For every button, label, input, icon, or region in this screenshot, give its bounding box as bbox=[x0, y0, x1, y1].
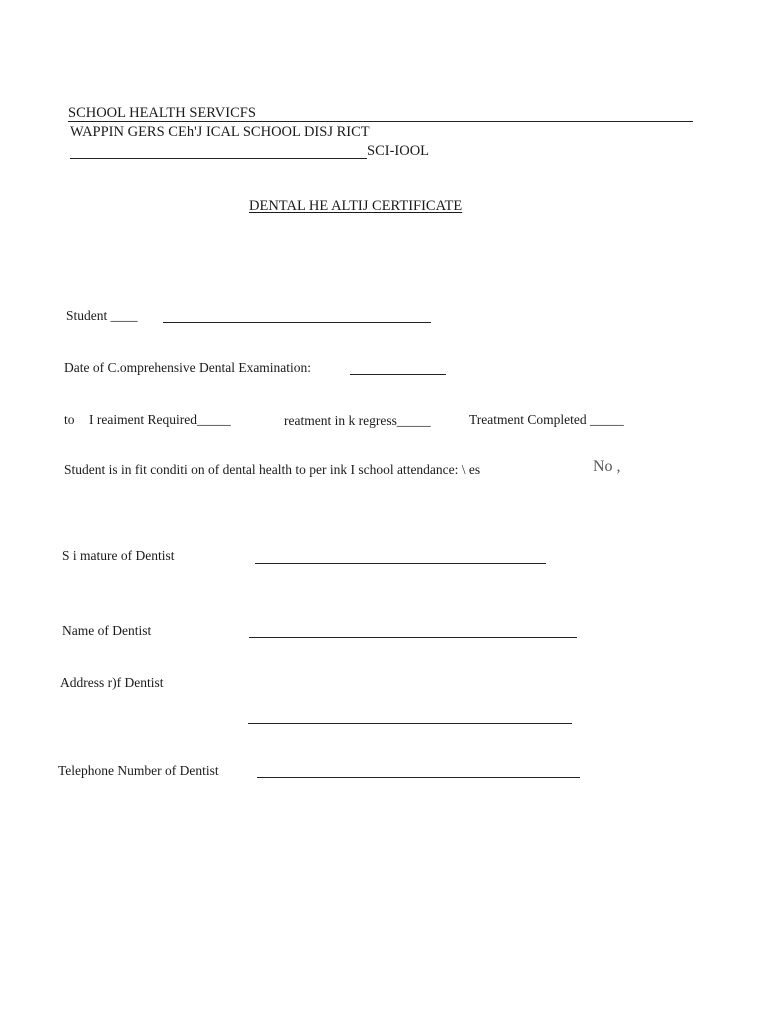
student-label: Student ____ bbox=[66, 308, 138, 323]
no-option[interactable]: No , bbox=[593, 458, 621, 475]
student-name-blank[interactable] bbox=[163, 322, 431, 323]
header-line-3-school: SCI-IOOL bbox=[367, 143, 430, 159]
exam-date-blank[interactable] bbox=[350, 374, 446, 375]
dentist-name-blank[interactable] bbox=[249, 637, 577, 638]
signature-blank[interactable] bbox=[255, 563, 546, 564]
treatment-required-option[interactable]: I reaiment Required_____ bbox=[89, 412, 231, 427]
fit-condition-statement: Student is in fit conditi on of dental health to per ink I school attendance: \ es bbox=[64, 462, 481, 477]
dentist-address-label: Address r)f Dentist bbox=[60, 675, 164, 690]
dentist-telephone-label: Telephone Number of Dentist bbox=[58, 763, 219, 778]
signature-label: S i mature of Dentist bbox=[62, 548, 175, 563]
dentist-name-label: Name of Dentist bbox=[62, 623, 152, 638]
to-label: to bbox=[64, 412, 75, 427]
header-line-2: WAPPIN GERS CEh'J ICAL SCHOOL DISJ RICT bbox=[70, 124, 370, 140]
dentist-address-blank[interactable] bbox=[248, 723, 572, 724]
treatment-completed-option[interactable]: Treatment Completed _____ bbox=[469, 412, 624, 427]
dentist-telephone-blank[interactable] bbox=[257, 777, 580, 778]
certificate-title: DENTAL HE ALTIJ CERTIFICATE bbox=[249, 198, 463, 214]
header-line-1-underline bbox=[68, 121, 693, 122]
treatment-in-progress-option[interactable]: reatment in k regress_____ bbox=[284, 413, 431, 428]
header-line-1: SCHOOL HEALTH SERVICFS bbox=[68, 105, 256, 121]
school-name-blank bbox=[70, 158, 367, 159]
exam-date-label: Date of C.omprehensive Dental Examination: bbox=[64, 360, 312, 375]
